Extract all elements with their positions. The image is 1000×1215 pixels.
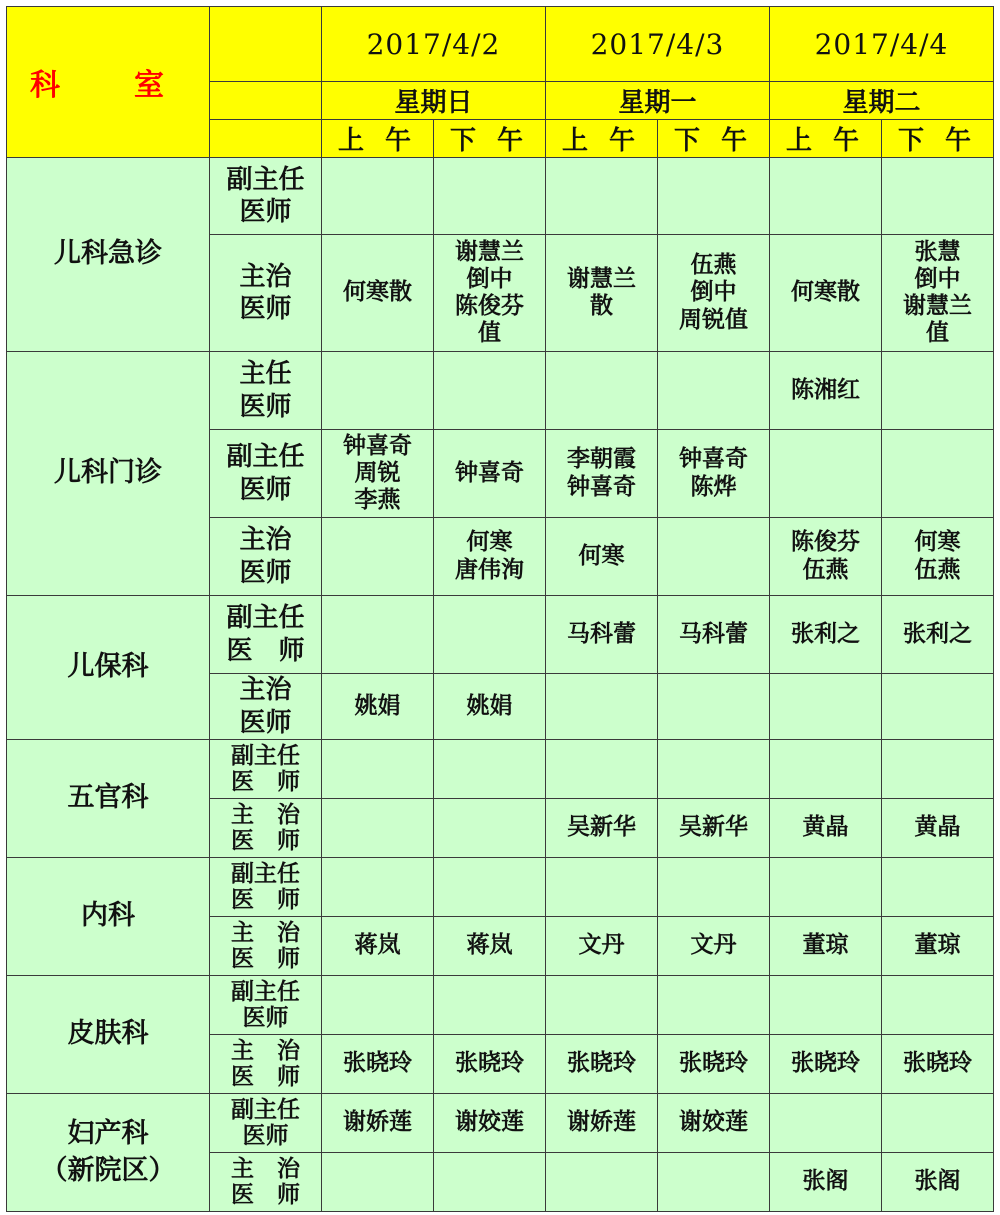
doctor-cell: 黄晶: [770, 799, 882, 858]
physician-title-cell: 主 治 医 师: [210, 1035, 322, 1094]
doctor-cell: 钟喜奇 周锐 李燕: [322, 430, 434, 518]
doctor-cell: 蒋岚: [434, 917, 546, 976]
doctor-cell: 文丹: [546, 917, 658, 976]
doctor-cell: [322, 596, 434, 674]
doctor-cell: [546, 352, 658, 430]
am-header: 上 午: [546, 120, 658, 158]
doctor-cell: [882, 674, 994, 740]
doctor-cell: [770, 674, 882, 740]
doctor-cell: [882, 352, 994, 430]
am-header: 上 午: [770, 120, 882, 158]
department-cell: 妇产科 （新院区）: [7, 1094, 210, 1212]
schedule-row: [7, 740, 994, 799]
schedule-row: [7, 858, 994, 917]
department-cell: 内科: [7, 858, 210, 976]
doctor-cell: [546, 674, 658, 740]
doctor-cell: [546, 158, 658, 235]
doctor-cell: [658, 976, 770, 1035]
doctor-cell: [546, 740, 658, 799]
physician-title-cell: 主治 医师: [210, 518, 322, 596]
schedule-row: [7, 1094, 994, 1153]
physician-title-cell: 主 治 医 师: [210, 917, 322, 976]
physician-title-cell: 副主任 医师: [210, 976, 322, 1035]
physician-title-cell: 主治 医师: [210, 235, 322, 352]
am-header: 上 午: [322, 120, 434, 158]
doctor-cell: [322, 858, 434, 917]
department-cell: 皮肤科: [7, 976, 210, 1094]
title-header-blank: [210, 82, 322, 120]
doctor-cell: 张慧 倒中 谢慧兰 值: [882, 235, 994, 352]
doctor-cell: 董琼: [882, 917, 994, 976]
doctor-cell: 张利之: [770, 596, 882, 674]
doctor-cell: 文丹: [658, 917, 770, 976]
doctor-cell: 何寒: [546, 518, 658, 596]
doctor-cell: [882, 158, 994, 235]
doctor-cell: [658, 740, 770, 799]
schedule-row: [7, 976, 994, 1035]
pm-header: 下 午: [434, 120, 546, 158]
doctor-cell: 李朝霞 钟喜奇: [546, 430, 658, 518]
doctor-cell: [434, 596, 546, 674]
doctor-cell: [658, 518, 770, 596]
doctor-cell: 钟喜奇 陈烨: [658, 430, 770, 518]
doctor-cell: [322, 518, 434, 596]
doctor-cell: 马科蕾: [546, 596, 658, 674]
doctor-cell: 董琼: [770, 917, 882, 976]
doctor-cell: [770, 1094, 882, 1153]
weekday-header: 星期一: [546, 82, 770, 120]
doctor-cell: [322, 1153, 434, 1212]
doctor-cell: [322, 158, 434, 235]
doctor-cell: [658, 1153, 770, 1212]
doctor-cell: [546, 1153, 658, 1212]
doctor-cell: 吴新华: [546, 799, 658, 858]
doctor-cell: [434, 740, 546, 799]
physician-title-cell: 主 治 医 师: [210, 1153, 322, 1212]
doctor-cell: [658, 674, 770, 740]
date-header: 2017/4/4: [770, 7, 994, 82]
weekday-header: 星期日: [322, 82, 546, 120]
doctor-cell: [434, 352, 546, 430]
doctor-cell: 何寒 伍燕: [882, 518, 994, 596]
doctor-cell: 陈湘红: [770, 352, 882, 430]
pm-header: 下 午: [658, 120, 770, 158]
physician-title-cell: 副主任 医 师: [210, 858, 322, 917]
doctor-cell: [658, 858, 770, 917]
doctor-cell: [434, 799, 546, 858]
doctor-cell: 张晓玲: [658, 1035, 770, 1094]
physician-title-cell: 副主任 医师: [210, 430, 322, 518]
doctor-cell: 姚娟: [322, 674, 434, 740]
doctor-cell: [770, 430, 882, 518]
title-header-blank: [210, 7, 322, 82]
doctor-cell: 张晓玲: [434, 1035, 546, 1094]
dept-header: 科 室: [7, 7, 210, 158]
physician-title-cell: 副主任 医师: [210, 1094, 322, 1153]
doctor-cell: [546, 976, 658, 1035]
doctor-cell: [322, 799, 434, 858]
doctor-cell: 谢娇莲: [546, 1094, 658, 1153]
doctor-cell: 吴新华: [658, 799, 770, 858]
doctor-cell: 张晓玲: [882, 1035, 994, 1094]
doctor-cell: [770, 858, 882, 917]
doctor-cell: 何寒 唐伟洵: [434, 518, 546, 596]
schedule-row: [7, 596, 994, 674]
physician-title-cell: 主任 医师: [210, 352, 322, 430]
duty-schedule-table: [6, 6, 994, 1212]
doctor-cell: [658, 158, 770, 235]
doctor-cell: 谢姣莲: [658, 1094, 770, 1153]
department-cell: 儿科急诊: [7, 158, 210, 352]
department-cell: 儿科门诊: [7, 352, 210, 596]
doctor-cell: 谢慧兰 倒中 陈俊芬 值: [434, 235, 546, 352]
doctor-cell: 张阁: [882, 1153, 994, 1212]
doctor-cell: 伍燕 倒中 周锐值: [658, 235, 770, 352]
title-header-blank: [210, 120, 322, 158]
physician-title-cell: 主治 医师: [210, 674, 322, 740]
doctor-cell: 谢娇莲: [322, 1094, 434, 1153]
doctor-cell: 陈俊芬 伍燕: [770, 518, 882, 596]
department-cell: 五官科: [7, 740, 210, 858]
doctor-cell: [322, 352, 434, 430]
doctor-cell: 姚娟: [434, 674, 546, 740]
doctor-cell: [434, 1153, 546, 1212]
doctor-cell: [434, 858, 546, 917]
schedule-row: [7, 158, 994, 235]
pm-header: 下 午: [882, 120, 994, 158]
doctor-cell: [770, 158, 882, 235]
doctor-cell: [658, 352, 770, 430]
schedule-row: [7, 352, 994, 430]
doctor-cell: 张晓玲: [546, 1035, 658, 1094]
doctor-cell: 何寒散: [322, 235, 434, 352]
department-cell: 儿保科: [7, 596, 210, 740]
doctor-cell: 张利之: [882, 596, 994, 674]
doctor-cell: 黄晶: [882, 799, 994, 858]
doctor-cell: [882, 976, 994, 1035]
doctor-cell: 张晓玲: [322, 1035, 434, 1094]
doctor-cell: 谢姣莲: [434, 1094, 546, 1153]
doctor-cell: [434, 976, 546, 1035]
doctor-cell: 谢慧兰 散: [546, 235, 658, 352]
doctor-cell: [770, 976, 882, 1035]
doctor-cell: [546, 858, 658, 917]
doctor-cell: 钟喜奇: [434, 430, 546, 518]
doctor-cell: [434, 158, 546, 235]
doctor-cell: [322, 976, 434, 1035]
physician-title-cell: 副主任 医 师: [210, 740, 322, 799]
date-header: 2017/4/2: [322, 7, 546, 82]
doctor-cell: [882, 858, 994, 917]
physician-title-cell: 主 治 医 师: [210, 799, 322, 858]
doctor-cell: [882, 1094, 994, 1153]
doctor-cell: [770, 740, 882, 799]
doctor-cell: [882, 740, 994, 799]
physician-title-cell: 副主任 医 师: [210, 596, 322, 674]
physician-title-cell: 副主任 医师: [210, 158, 322, 235]
date-header: 2017/4/3: [546, 7, 770, 82]
doctor-cell: 蒋岚: [322, 917, 434, 976]
doctor-cell: 何寒散: [770, 235, 882, 352]
doctor-cell: [882, 430, 994, 518]
doctor-cell: 张晓玲: [770, 1035, 882, 1094]
doctor-cell: 张阁: [770, 1153, 882, 1212]
doctor-cell: 马科蕾: [658, 596, 770, 674]
weekday-header: 星期二: [770, 82, 994, 120]
doctor-cell: [322, 740, 434, 799]
